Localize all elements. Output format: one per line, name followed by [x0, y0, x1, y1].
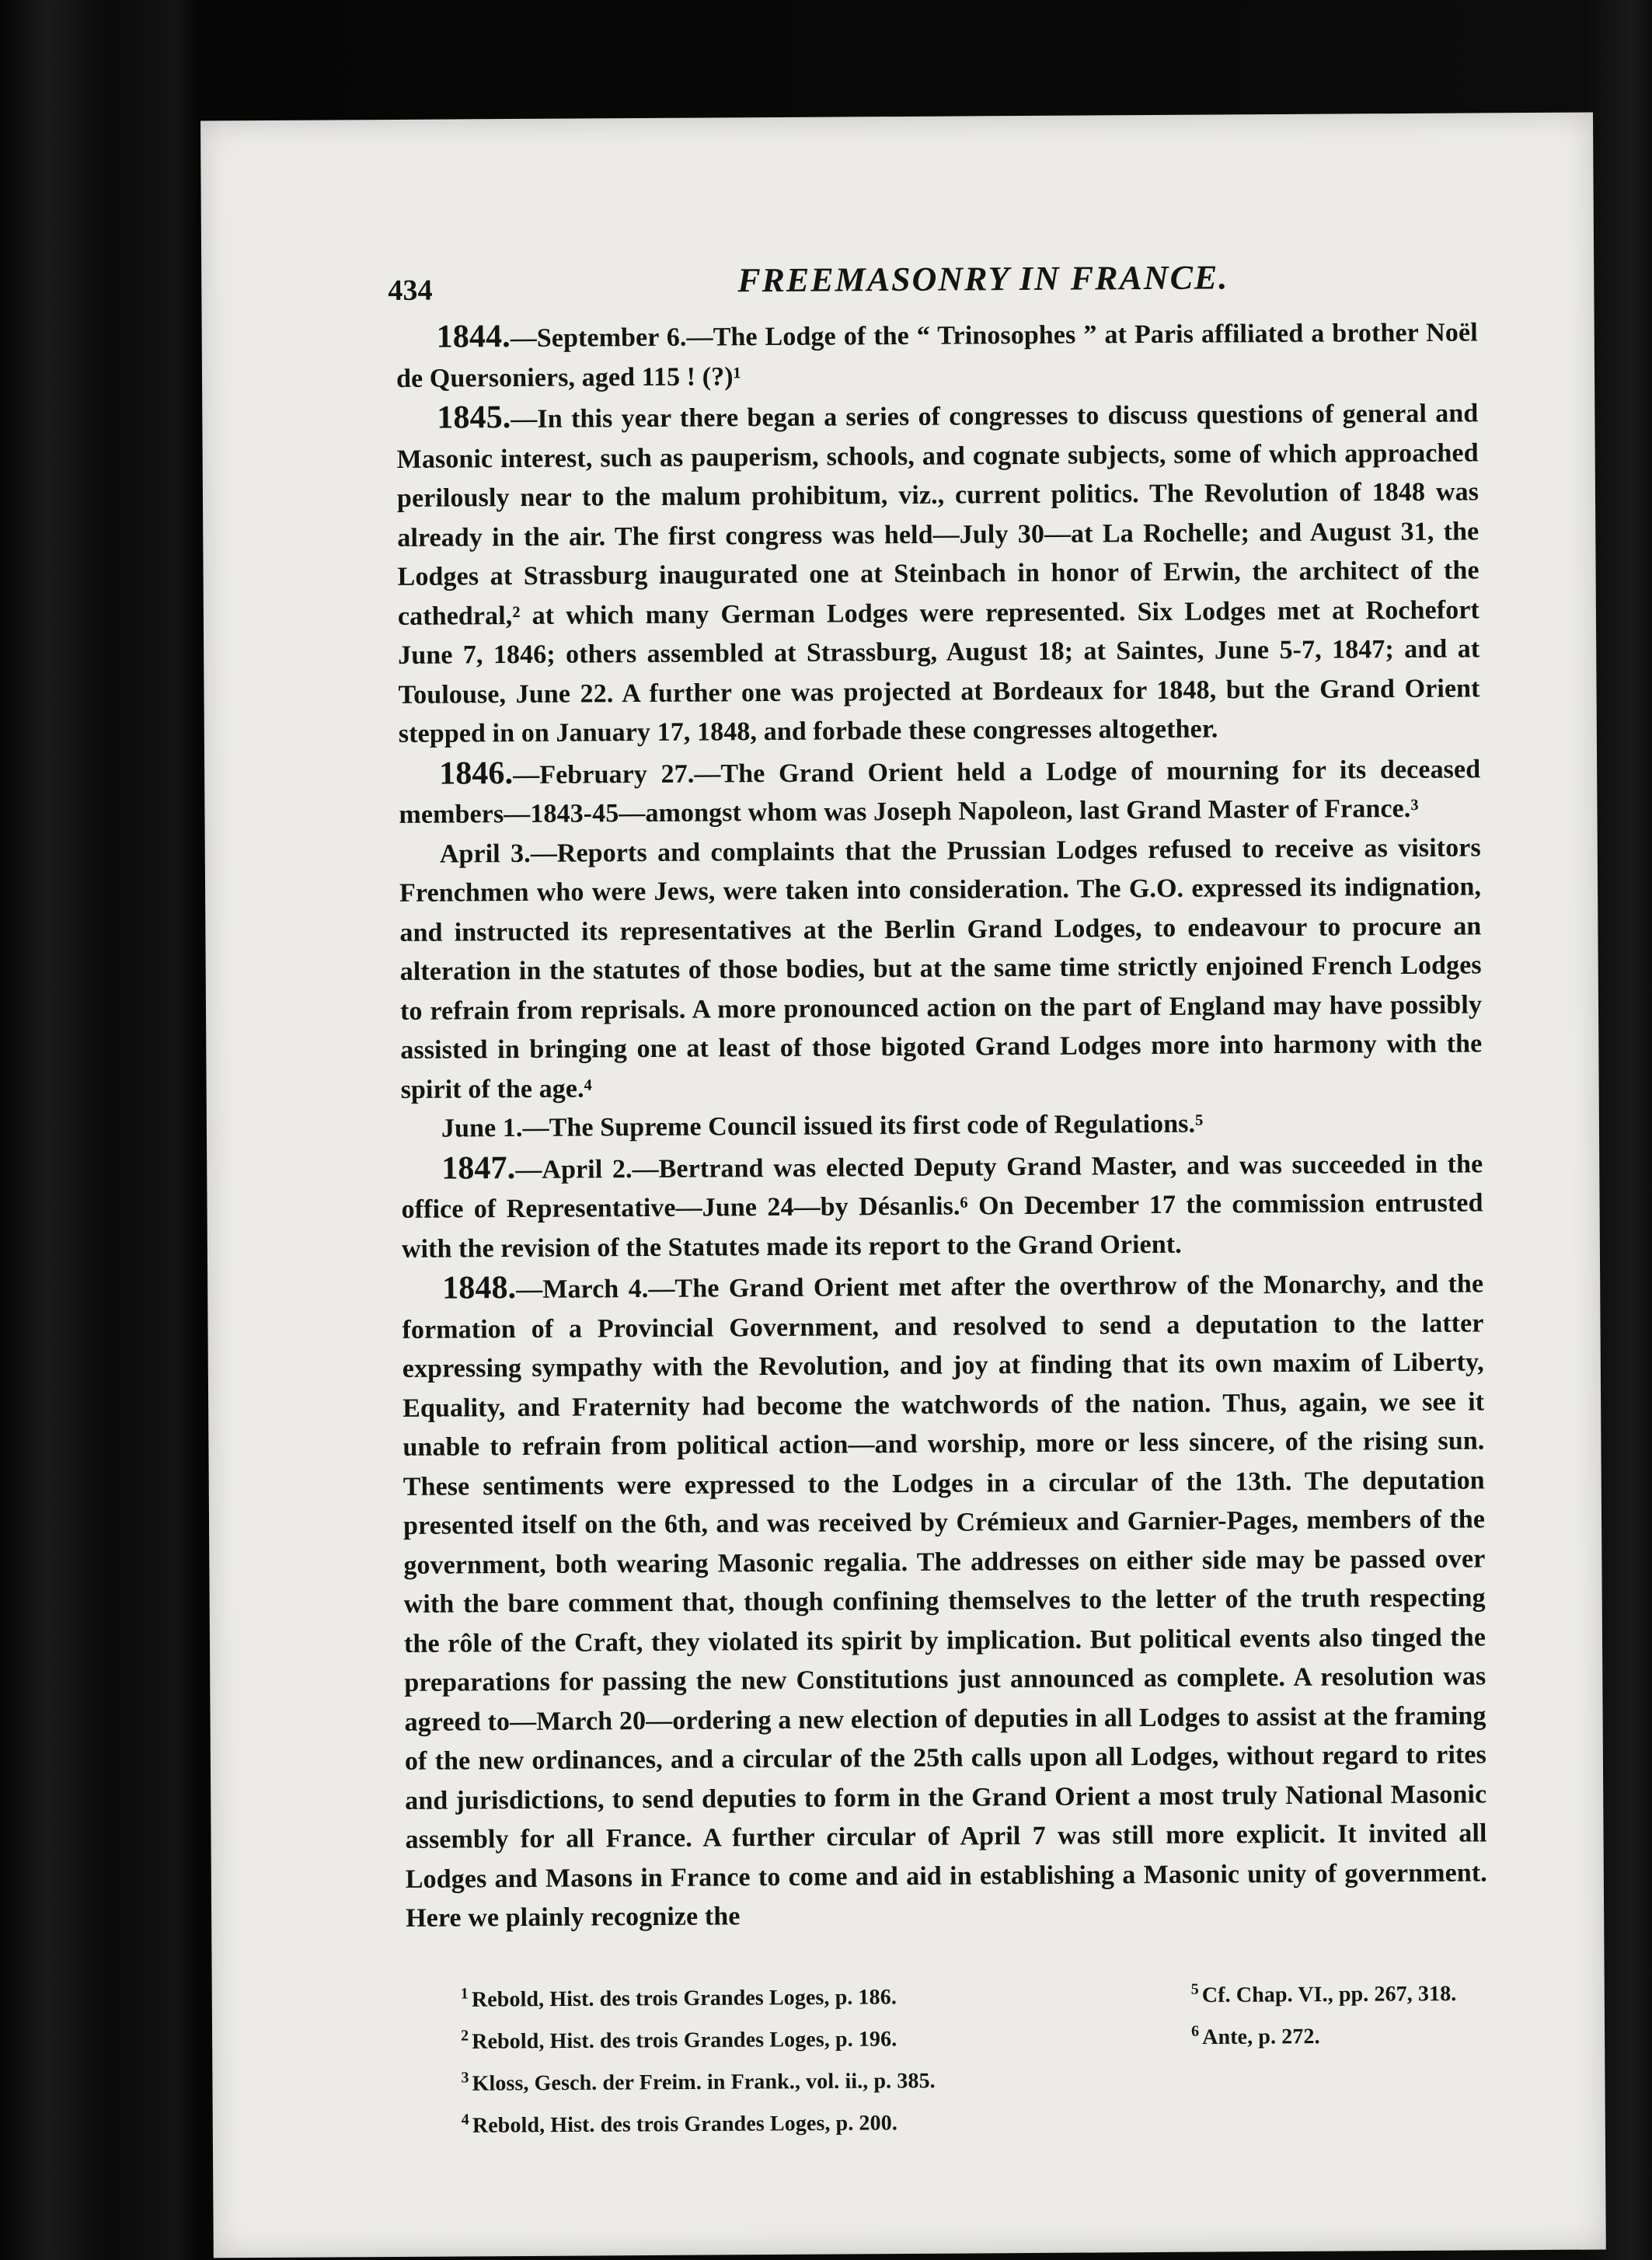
entry-1847 [401, 1142, 1483, 1269]
footnote-text: Rebold, Hist. des trois Grandes Loges, p. 200. [472, 2111, 898, 2139]
footnotes-right-column [1191, 1969, 1489, 2140]
entry-1846-june [401, 1103, 1483, 1149]
footnote [461, 2056, 1191, 2102]
entry-year: 1844. [436, 319, 511, 355]
footnote [462, 2098, 1192, 2144]
footnotes-left-column [406, 1971, 1192, 2144]
entry-1848 [402, 1262, 1487, 1938]
page-text-block [388, 256, 1489, 2144]
footnote [461, 1971, 1191, 2018]
footnote-text: Cf. Chap. VI., pp. 267, 318. [1201, 1981, 1457, 2007]
entry-1846-april [399, 828, 1483, 1110]
running-head: FREEMASONRY IN FRANCE. [737, 258, 1229, 300]
footnote-text: Ante, p. 272. [1202, 2024, 1320, 2049]
footnotes [406, 1969, 1489, 2145]
entry-text: —February 27.—The Grand Orient held a Lodge of mourning for its deceased members—1843-45—amongst whom was Joseph Napoleon, last Grand Master of France.³ [399, 754, 1481, 829]
entry-year: 1845. [437, 399, 511, 436]
footnote-text: Rebold, Hist. des trois Grandes Loges, p. 186. [471, 1984, 897, 2012]
footnote-mark: 1 [460, 1984, 469, 2002]
footnote-text: Kloss, Gesch. der Freim. in Frank., vol. ii., p. 385. [472, 2069, 936, 2096]
entry-text: —In this year there began a series of congresses to discuss questions of general and Masonic interest, such as pauperism, schools, and cognate subjects, some of which approached perilously near to the malum prohibitum, viz., current politics. The Revolution of 1848 was already in the air. The first congress was held—July 30—at La Rochelle; and August 31, the Lodges at Strassburg inaugurated one at Steinbach in honor of Erwin, the architect of the cathedral,² at which many German Lodges were represented. Six Lodges met at Rochefort June 7, 1846; others assembled at Strassburg, August 18; at Saintes, June 5-7, 1847; and at Toulouse, June 22. A further one was projected at Bordeaux for 1848, but the Grand Orient stepped in on January 17, 1848, and forbade these congresses altogether. [396, 399, 1480, 748]
footnote-text: Rebold, Hist. des trois Grandes Loges, p. 196. [472, 2027, 897, 2054]
page-number: 434 [388, 274, 433, 308]
footnote [461, 2014, 1191, 2060]
footnote-mark: 6 [1190, 2022, 1200, 2040]
entry-year: 1846. [439, 755, 514, 792]
footnote [1191, 2011, 1488, 2056]
page-header [388, 256, 1477, 318]
entry-text: —September 6.—The Lodge of the “ Trinosophes ” at Paris affiliated a brother Noël de Quersoniers, aged 115 ! (?)¹ [396, 318, 1478, 393]
entry-text: —March 4.—The Grand Orient met after the overthrow of the Monarchy, and the formation of a Provincial Government, and resolved to send a deputation to the latter expressing sympathy with the Revolution, and joy at finding that its own maxim of Liberty, Equality, and Fraternity had become the watchwords of the nation. Thus, again, we see it unable to refrain from political action—and worship, more or less sincere, of the rising sun. These sentiments were expressed to the Lodges in a circular of the 13th. The deputation presented itself on the 6th, and was received by Crémieux and Garnier-Pages, members of the government, both wearing Masonic regalia. The addresses on either side may be passed over with the bare comment that, though confining themselves to the letter of the truth respecting the rôle of the Craft, they violated its spirit by implication. But political events also tinged the preparations for passing the new Constitutions just announced as complete. A resolution was agreed to—March 20—ordering a new election of deputies in all Lodges to assist at the framing of the new ordinances, and a circular of the 25th calls upon all Lodges, without regard to rites and jurisdictions, to send deputies to form in the Grand Orient a most truly National Masonic assembly for all France. A further circular of April 7 was still more explicit. It invited all Lodges and Masons in France to come and aid in establishing a Masonic unity of government. Here we plainly recognize the [402, 1269, 1487, 1933]
entry-text: April 3.—Reports and complaints that the Prussian Lodges refused to receive as visitors Frenchmen who were Jews, were taken into consideration. The G.O. expressed its indignation, and instructed its representatives at the Berlin Grand Lodges, to endeavour to procure an alteration in the statutes of those bodies, but at the same time strictly enjoined French Lodges to refrain from reprisals. A more pronounced action on the part of England may have possibly assisted in bringing one at least of those bigoted Grand Lodges more into harmony with the spirit of the age.⁴ [399, 832, 1483, 1104]
entry-1846 [399, 748, 1481, 835]
footnote [1191, 1969, 1488, 2014]
footnote-mark: 5 [1190, 1980, 1199, 1998]
entry-1844 [396, 311, 1479, 399]
footnote-mark: 4 [461, 2111, 469, 2129]
footnote-mark: 2 [461, 2027, 469, 2045]
entry-text: June 1.—The Supreme Council issued its first code of Regulations.⁵ [441, 1109, 1204, 1143]
entry-1845 [396, 392, 1480, 754]
footnote-mark: 3 [461, 2069, 469, 2087]
book-page [200, 113, 1606, 2258]
entry-text: —April 2.—Bertrand was elected Deputy Grand Master, and was succeeded in the office of Representative—June 24—by Désanlis.⁶ On December 17 the commission entrusted with the revision of the Statutes made its report to the Grand Orient. [401, 1149, 1483, 1264]
entry-year: 1848. [442, 1270, 517, 1306]
entry-year: 1847. [441, 1149, 516, 1187]
